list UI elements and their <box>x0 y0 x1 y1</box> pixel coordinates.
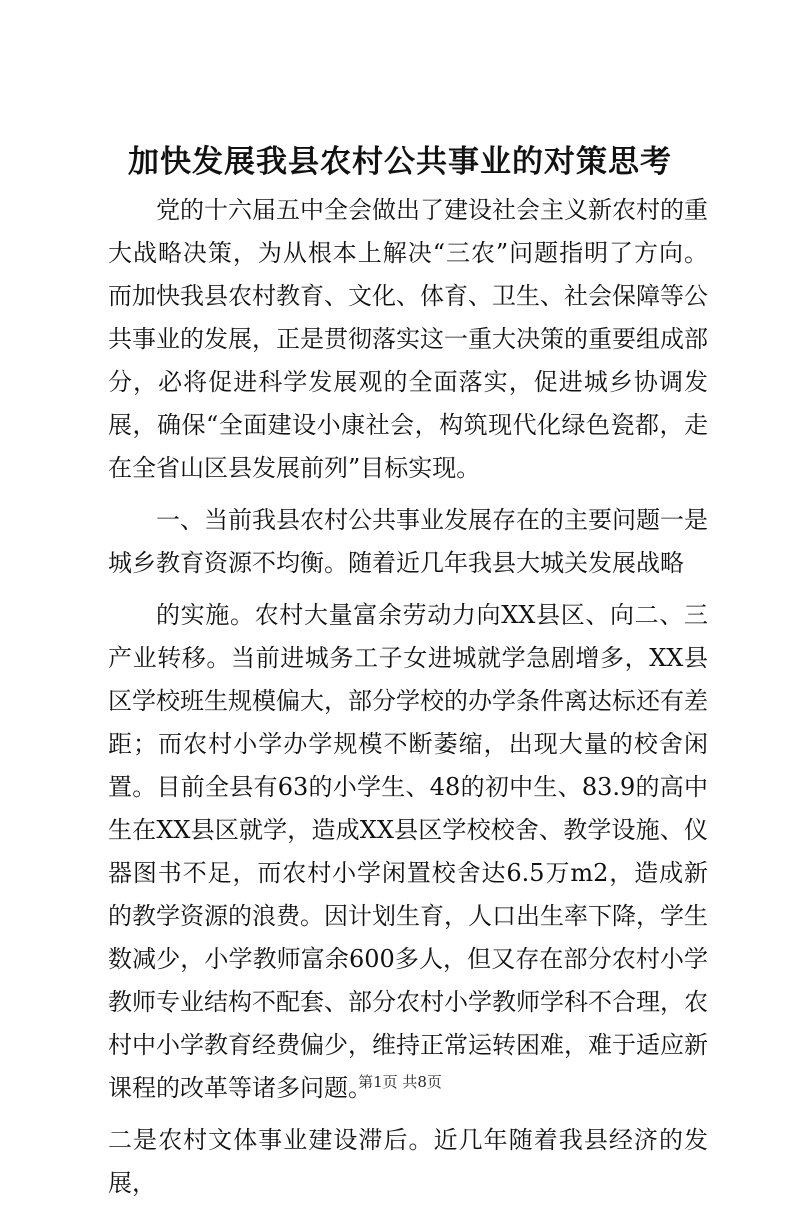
document-body <box>108 189 708 1205</box>
document-title: 加快发展我县农村公共事业的对策思考 <box>128 144 672 180</box>
page-number-footer: 第1页 共8页 <box>358 1073 442 1091</box>
paragraph-intro: 党的十六届五中全会做出了建设社会主义新农村的重大战略决策，为从根本上解决“三农”问题指明了方向。而加快我县农村教育、文化、体育、卫生、社会保障等公共事业的发展，正是贯彻落实这一重大决策的重要组成部分，必将促进科学发展观的全面落实，促进城乡协调发展，确保“全面建设小康社会，构筑现代化绿色瓷都，走在全省山区县发展前列”目标实现。 <box>108 196 708 482</box>
paragraph-culture-sports: 二是农村文体事业建设滞后。近几年随着我县经济的发展， <box>108 1126 708 1197</box>
paragraph-education-details: 的实施。农村大量富余劳动力向XX县区、向二、三产业转移。当前进城务工子女进城就学急剧增多，XX县区学校班生规模偏大，部分学校的办学条件离达标还有差距；而农村小学办学规模不断萎缩，出现大量的校舍闲置。目前全县有63的小学生、48的初中生、83.9的高中生在XX县区就学，造成XX县区学校校舍、教学设施、仪器图书不足，而农村小学闲置校舍达6.5万m2，造成新的教学资源的浪费。因计划生育，人口出生率下降，学生数减少，小学教师富余600多人，但又存在部分农村小学教师专业结构不配套、部分农村小学教师学科不合理，农村中小学教育经费偏少，维持正常运转困难，难于适应新课程的改革等诸多问题。 <box>108 601 708 1102</box>
paragraph-problems-heading: 一、当前我县农村公共事业发展存在的主要问题一是城乡教育资源不均衡。随着近几年我县大城关发展战略 <box>108 506 708 577</box>
